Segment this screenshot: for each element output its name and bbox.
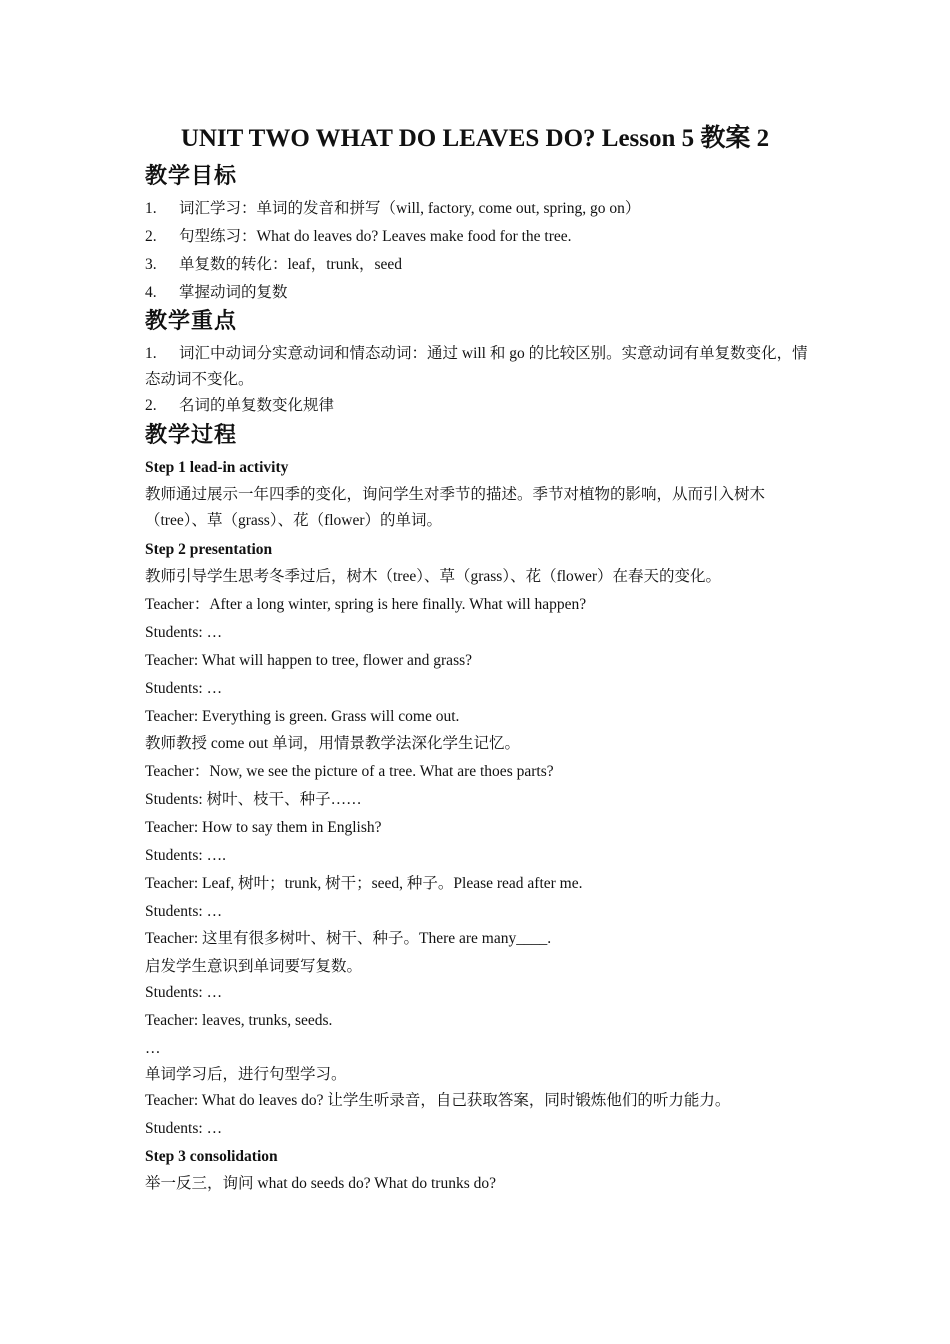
item-text: 单复数的转化：leaf，trunk，seed bbox=[179, 256, 402, 273]
dialogue-line: Teacher：Now, we see the picture of a tree. What are thoes parts? bbox=[145, 763, 554, 780]
dialogue-line: Students: 树叶、枝干、种子…… bbox=[145, 791, 362, 808]
dialogue-line: Teacher: What do leaves do? 让学生听录音，自己获取答案，同时锻炼他们的听力能力。 bbox=[145, 1092, 731, 1109]
item-number: 1. bbox=[145, 345, 157, 362]
process-line: 举一反三，询问 what do seeds do? What do trunks do? bbox=[145, 1175, 496, 1192]
item-text: 句型练习：What do leaves do? Leaves make food for the tree. bbox=[179, 228, 572, 245]
step-heading: Step 3 consolidation bbox=[145, 1148, 278, 1165]
objectives-heading: 教学目标 bbox=[145, 164, 238, 189]
step-heading: Step 1 lead-in activity bbox=[145, 459, 289, 476]
item-number: 2. bbox=[145, 397, 157, 414]
process-line: 单词学习后，进行句型学习。 bbox=[145, 1066, 347, 1083]
dialogue-line: Students: … bbox=[145, 680, 223, 697]
process-line: 教师教授 come out 单词，用情景教学法深化学生记忆。 bbox=[145, 735, 520, 752]
dialogue-line: Students: …. bbox=[145, 847, 226, 864]
dialogue-line: Teacher: What will happen to tree, flower and grass? bbox=[145, 652, 473, 669]
process-heading: 教学过程 bbox=[145, 423, 238, 448]
document-title: UNIT TWO WHAT DO LEAVES DO? Lesson 5 教案 2 bbox=[180, 125, 770, 152]
item-number: 1. bbox=[145, 200, 157, 217]
dialogue-line: Students: … bbox=[145, 1120, 223, 1137]
objective-item bbox=[145, 224, 572, 250]
item-number: 3. bbox=[145, 256, 157, 273]
dialogue-line: Students: … bbox=[145, 903, 223, 920]
item-text: 名词的单复数变化规律 bbox=[179, 397, 335, 414]
process-paragraph: 教师通过展示一年四季的变化，询问学生对季节的描述。季节对植物的影响，从而引入树木（tree）、草（grass）、花（flower）的单词。 bbox=[145, 486, 766, 529]
objective-item bbox=[145, 196, 640, 222]
key-point-item bbox=[145, 341, 815, 393]
objective-item bbox=[145, 280, 288, 306]
dialogue-line: Students: … bbox=[145, 624, 223, 641]
objective-item bbox=[145, 252, 402, 278]
item-text: 掌握动词的复数 bbox=[179, 284, 288, 301]
process-line: 启发学生意识到单词要写复数。 bbox=[145, 958, 363, 975]
dialogue-line: Teacher: Everything is green. Grass will come out. bbox=[145, 708, 460, 725]
step-heading: Step 2 presentation bbox=[145, 541, 273, 558]
dialogue-line: Teacher：After a long winter, spring is here finally. What will happen? bbox=[145, 596, 587, 613]
item-text: 词汇学习：单词的发音和拼写（will, factory, come out, spring, go on） bbox=[179, 200, 641, 217]
dialogue-line: Teacher: Leaf, 树叶；trunk, 树干；seed, 种子。Please read after me. bbox=[145, 875, 583, 892]
item-number: 2. bbox=[145, 228, 157, 245]
key-points-heading: 教学重点 bbox=[145, 309, 238, 334]
dialogue-line: Students: … bbox=[145, 984, 223, 1001]
ellipsis-line: … bbox=[145, 1040, 161, 1057]
key-point-item bbox=[145, 393, 334, 419]
item-number: 4. bbox=[145, 284, 157, 301]
dialogue-line: Teacher: leaves, trunks, seeds. bbox=[145, 1012, 333, 1029]
dialogue-line: Teacher: 这里有很多树叶、树干、种子。There are many____. bbox=[145, 930, 552, 947]
process-line: 教师引导学生思考冬季过后，树木（tree）、草（grass）、花（flower）在春天的变化。 bbox=[145, 568, 722, 585]
dialogue-line: Teacher: How to say them in English? bbox=[145, 819, 382, 836]
item-text: 词汇中动词分实意动词和情态动词：通过 will 和 go 的比较区别。实意动词有单复数变化，情态动词不变化。 bbox=[145, 345, 808, 388]
